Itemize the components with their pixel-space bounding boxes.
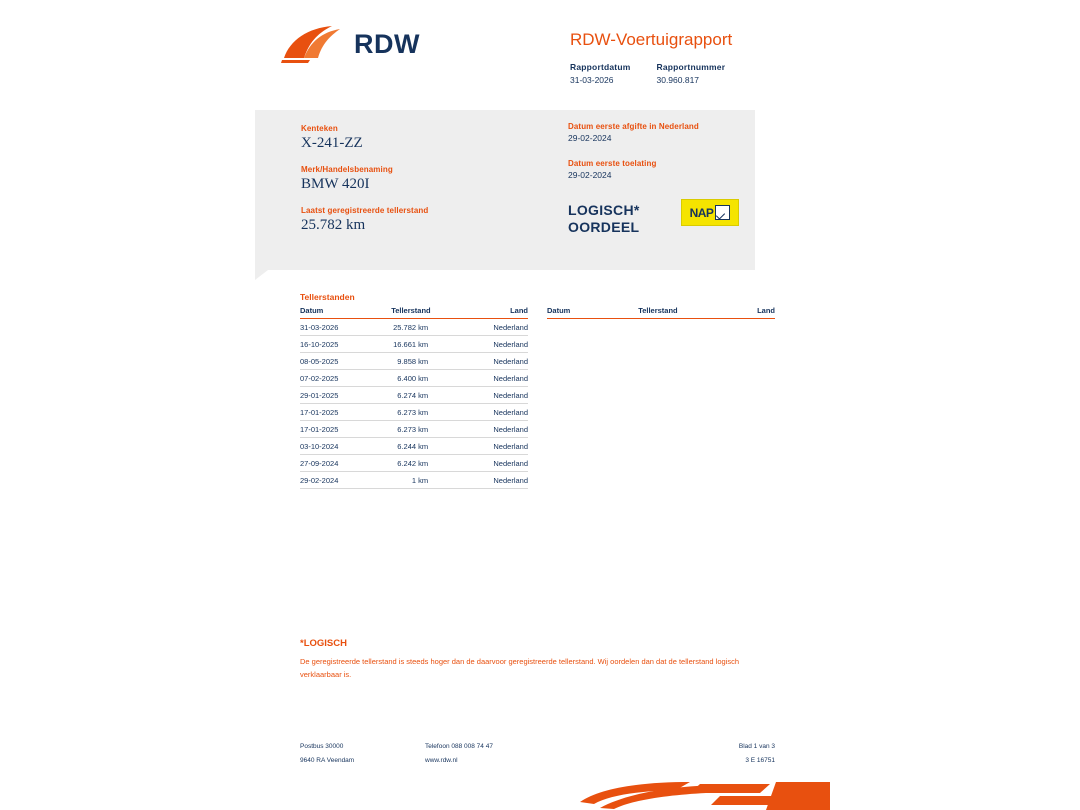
cell-datum: 08-05-2025 (300, 353, 391, 370)
footnote-body: De geregistreerde tellerstand is steeds hoger dan de daarvoor geregistreerde tellerstand. Wij oordelen dan dat de tellerstand logisch verklaarbaar is. (300, 657, 740, 679)
nap-badge (681, 199, 739, 226)
cell-land: Nederland (464, 421, 528, 438)
footer-address-line-2: 9640 RA Veendam (300, 757, 355, 764)
field-eerste-afgifte (568, 122, 758, 143)
cell-land: Nederland (464, 353, 528, 370)
cell-tellerstand: 6.244 km (391, 438, 464, 455)
panel-notch (255, 270, 268, 280)
meta-rapportdatum-label: Rapportdatum (570, 62, 631, 72)
table-row (300, 387, 528, 404)
cell-tellerstand: 6.274 km (391, 387, 464, 404)
meta-rapportdatum (570, 62, 630, 85)
field-laatste-tellerstand-value: 25.782 km (301, 217, 366, 233)
column-header-land: Land (464, 306, 528, 319)
field-eerste-afgifte-value: 29-02-2024 (568, 133, 612, 143)
footer-decorative-graphic (580, 782, 830, 810)
table-row (300, 472, 528, 489)
table-header-row (300, 306, 528, 319)
footer-address-line-1: Postbus 30000 (300, 743, 344, 750)
column-header-datum: Datum (547, 306, 638, 319)
field-laatste-tellerstand-label: Laatst geregistreerde tellerstand (301, 206, 429, 215)
footnote-logisch (300, 638, 750, 681)
table-row (300, 404, 528, 421)
cell-land: Nederland (464, 387, 528, 404)
table-row (300, 438, 528, 455)
cell-land: Nederland (464, 404, 528, 421)
footer-pageinfo (725, 740, 775, 768)
table-row (300, 370, 528, 387)
tellerstanden-heading: Tellerstanden (300, 292, 355, 302)
vehicle-summary-panel (255, 110, 755, 270)
tellerstanden-rows-left (300, 319, 528, 489)
field-eerste-toelating-label: Datum eerste toelating (568, 159, 657, 168)
field-eerste-afgifte-label: Datum eerste afgifte in Nederland (568, 122, 699, 131)
table-row (300, 421, 528, 438)
cell-land: Nederland (464, 472, 528, 489)
rdw-logo-text: RDW (354, 28, 420, 59)
cell-tellerstand: 6.242 km (391, 455, 464, 472)
cell-datum: 29-02-2024 (300, 472, 391, 489)
cell-land: Nederland (464, 370, 528, 387)
cell-datum: 17-01-2025 (300, 421, 391, 438)
cell-datum: 31-03-2026 (300, 319, 391, 336)
check-icon (715, 205, 730, 220)
tellerstanden-table-left (300, 306, 528, 489)
report-meta (570, 62, 725, 85)
column-header-tellerstand: Tellerstand (638, 306, 711, 319)
cell-datum: 07-02-2025 (300, 370, 391, 387)
cell-tellerstand: 25.782 km (391, 319, 464, 336)
meta-rapportdatum-value: 31-03-2026 (570, 75, 614, 85)
cell-datum: 16-10-2025 (300, 336, 391, 353)
rdw-logo-icon (280, 24, 346, 64)
field-eerste-toelating (568, 159, 758, 180)
footnote-title: *LOGISCH (300, 638, 347, 649)
cell-land: Nederland (464, 336, 528, 353)
footer-contact (425, 740, 493, 768)
cell-tellerstand: 6.273 km (391, 421, 464, 438)
cell-land: Nederland (464, 455, 528, 472)
table-row (300, 455, 528, 472)
rdw-logo (280, 24, 420, 64)
nap-label: NAP (689, 205, 714, 220)
footer-address (300, 740, 354, 768)
verdict-line-2: OORDEEL (568, 219, 640, 235)
cell-land: Nederland (464, 438, 528, 455)
footer-page-number: Blad 1 van 3 (738, 743, 775, 750)
cell-datum: 27-09-2024 (300, 455, 391, 472)
field-kenteken (301, 124, 531, 152)
cell-land: Nederland (464, 319, 528, 336)
table-row (300, 353, 528, 370)
cell-datum: 17-01-2025 (300, 404, 391, 421)
field-eerste-toelating-value: 29-02-2024 (568, 170, 612, 180)
document-header (255, 18, 815, 94)
cell-datum: 03-10-2024 (300, 438, 391, 455)
field-kenteken-label: Kenteken (301, 124, 338, 133)
footer-form-code: 3 E 16751 (745, 757, 775, 764)
vehicle-summary-left (301, 124, 531, 247)
footer-phone: Telefoon 088 008 74 47 (425, 743, 493, 750)
table-header-row (547, 306, 775, 319)
meta-rapportnummer-value: 30.960.817 (656, 75, 700, 85)
field-merk-value: BMW 420I (301, 176, 370, 192)
column-header-tellerstand: Tellerstand (391, 306, 464, 319)
cell-tellerstand: 1 km (391, 472, 464, 489)
meta-rapportnummer-label: Rapportnummer (656, 62, 726, 72)
footer-website[interactable]: www.rdw.nl (425, 757, 458, 764)
field-kenteken-value: X-241-ZZ (301, 135, 363, 151)
cell-tellerstand: 9.858 km (391, 353, 464, 370)
cell-tellerstand: 16.661 km (391, 336, 464, 353)
cell-datum: 29-01-2025 (300, 387, 391, 404)
verdict-text (568, 202, 640, 236)
field-laatste-tellerstand (301, 206, 531, 234)
meta-rapportnummer (656, 62, 725, 85)
table-row (300, 336, 528, 353)
cell-tellerstand: 6.400 km (391, 370, 464, 387)
cell-tellerstand: 6.273 km (391, 404, 464, 421)
vehicle-summary-right (568, 122, 758, 196)
report-title: RDW-Voertuigrapport (570, 30, 733, 49)
table-row (300, 319, 528, 336)
column-header-land: Land (711, 306, 775, 319)
column-header-datum: Datum (300, 306, 391, 319)
field-merk-label: Merk/Handelsbenaming (301, 165, 393, 174)
field-merk (301, 165, 531, 193)
tellerstanden-section (300, 292, 775, 489)
verdict-line-1: LOGISCH* (568, 202, 640, 218)
tellerstanden-table-right (547, 306, 775, 319)
